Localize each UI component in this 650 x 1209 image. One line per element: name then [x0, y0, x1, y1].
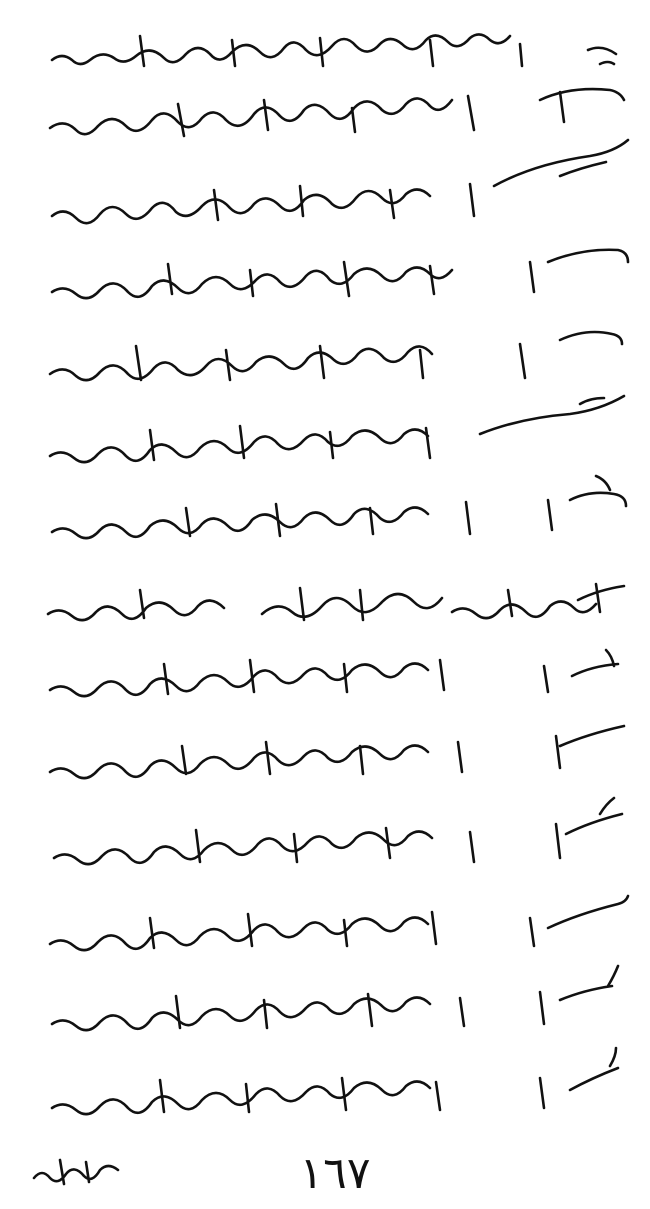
manuscript-line	[50, 650, 618, 696]
manuscript-line	[54, 798, 622, 864]
page-number: ١٦٧	[299, 1148, 371, 1199]
catchword	[34, 1160, 118, 1184]
manuscript-line	[52, 966, 618, 1030]
manuscript-line	[50, 726, 624, 778]
manuscript-line	[50, 896, 628, 950]
manuscript-line	[52, 250, 628, 298]
manuscript-line	[50, 89, 624, 136]
manuscript-line	[52, 140, 628, 223]
manuscript-line	[52, 1048, 618, 1114]
manuscript-line	[52, 34, 616, 66]
manuscript-line	[48, 584, 624, 620]
manuscript-line	[52, 476, 626, 538]
manuscript-line	[50, 332, 622, 380]
manuscript-line	[50, 396, 624, 462]
